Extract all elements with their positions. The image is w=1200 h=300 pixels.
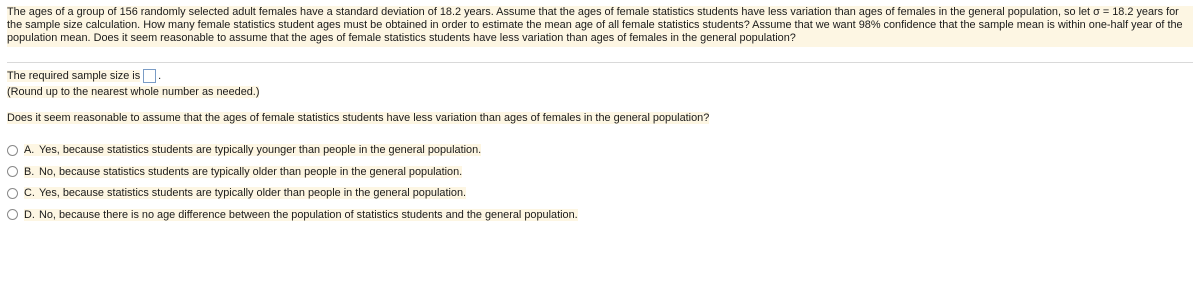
answer-section [7,67,1193,99]
option-a-label [24,144,481,156]
option-d-letter: D. [24,208,35,221]
sample-size-answer-line [7,67,1193,84]
sample-size-prompt: The required sample size is [7,69,141,82]
sample-size-input[interactable] [143,69,156,83]
part2-question [7,111,709,125]
rounding-note [7,85,1193,99]
option-a-text: Yes, because statistics students are typically younger than people in the general population. [39,144,482,156]
question-text: The ages of a group of 156 randomly selected adult females have a standard deviation of 18.2 years. Assume that the ages of female statistics students have less variation than ages of females in the general population, so let σ = 18.2 years for the sample size calculation. How many female statistics student ages must be obtained in order to estimate the mean age of all female statistics students? Assume that we want 98% confidence that the sample mean is within one-half year of the population mean. Does it seem reasonable to assume that the ages of female statistics students have less variation than ages of females in the general population? [7,6,1193,47]
radio-button-icon[interactable] [7,166,18,177]
option-c[interactable] [7,186,578,200]
option-c-text: Yes, because statistics students are typically older than people in the general population. [39,187,467,199]
sample-size-suffix: . [158,69,162,82]
option-b-letter: B. [24,165,35,178]
option-b-label [24,166,462,178]
option-d-text: No, because there is no age difference between the population of statistics students and the general population. [39,208,578,221]
section-divider [7,62,1193,63]
option-d-label [24,209,578,221]
option-b[interactable] [7,165,578,179]
option-a-letter: A. [24,144,35,156]
option-c-label [24,187,466,199]
radio-button-icon[interactable] [7,209,18,220]
rounding-note-text: (Round up to the nearest whole number as needed.) [7,86,260,98]
answer-options [7,143,578,229]
option-d[interactable] [7,208,578,222]
radio-button-icon[interactable] [7,145,18,156]
part2-question-text: Does it seem reasonable to assume that the ages of female statistics students have less variation than ages of females in the general population? [7,112,710,124]
option-c-letter: C. [24,187,35,199]
radio-button-icon[interactable] [7,188,18,199]
option-b-text: No, because statistics students are typically older than people in the general population. [39,165,463,178]
option-a[interactable] [7,143,578,157]
